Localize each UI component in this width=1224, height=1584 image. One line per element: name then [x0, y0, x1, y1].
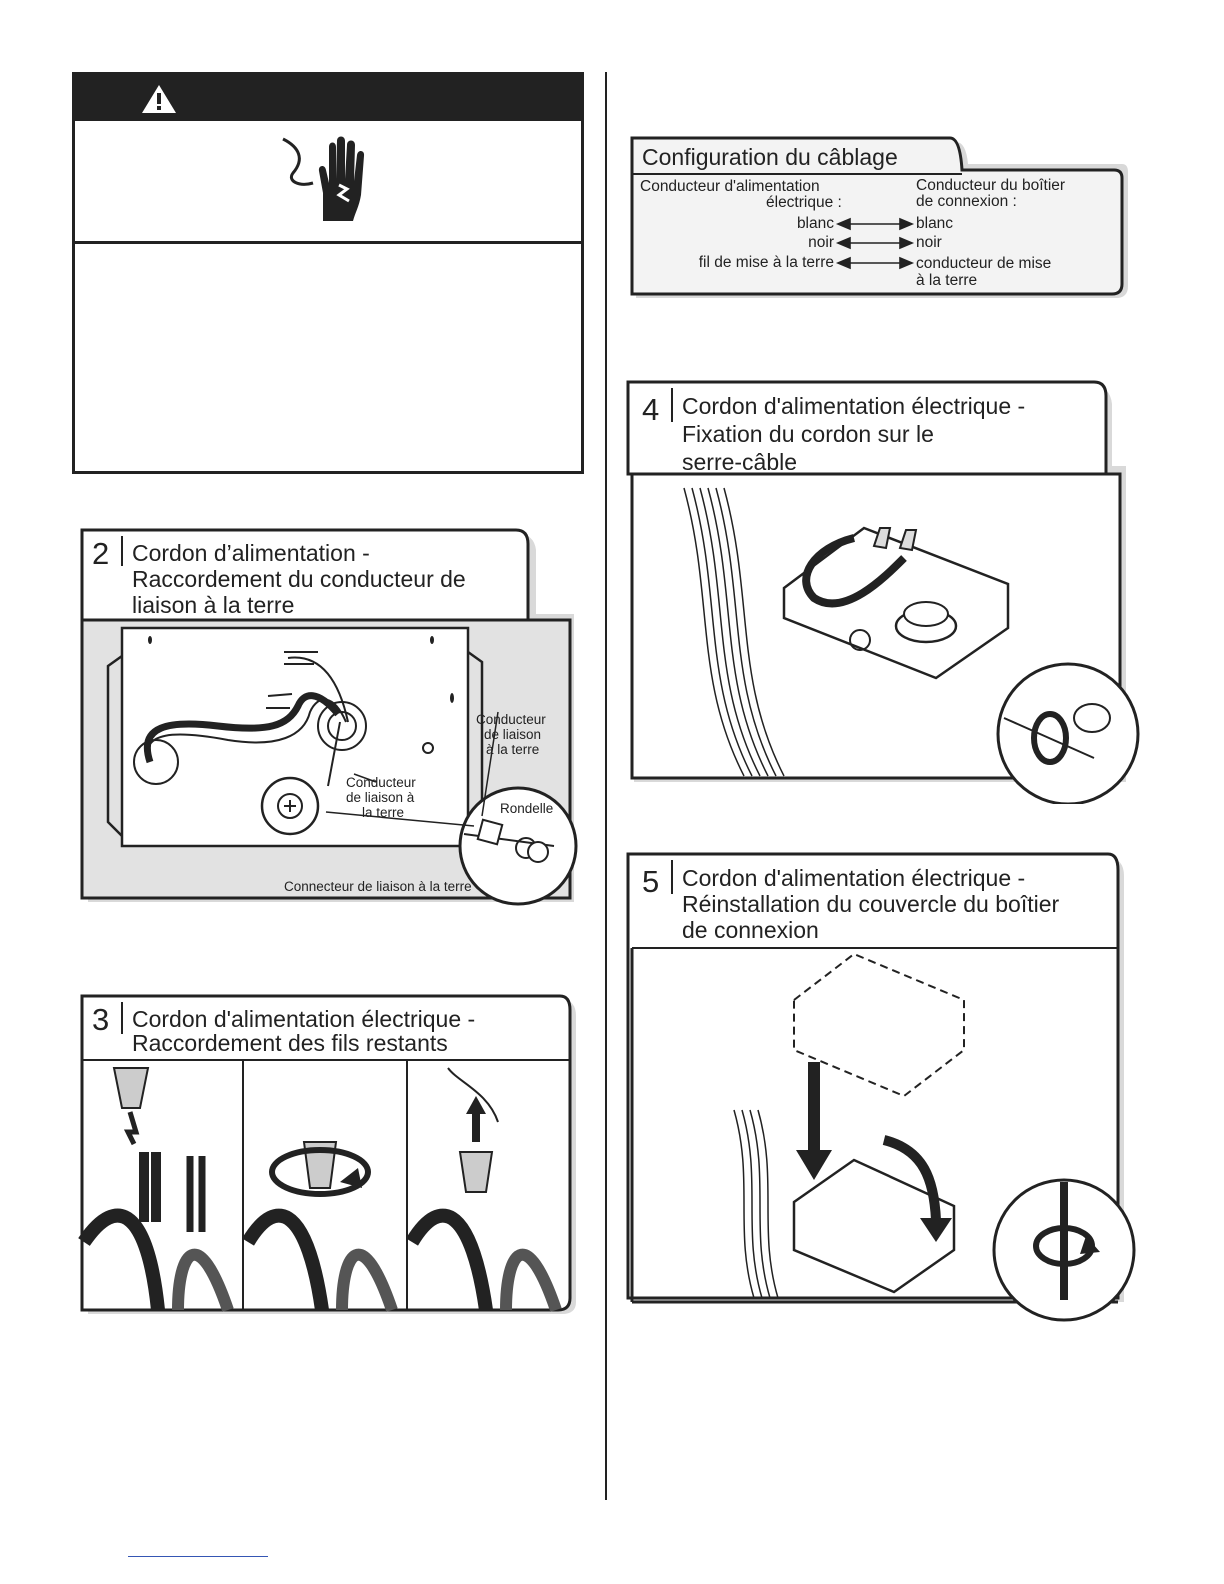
wiring-config-title: Configuration du câblage [642, 144, 898, 170]
label-bonding-conductor-mid-2: de liaison à [346, 790, 415, 805]
right-header-line1: Conducteur du boîtier [916, 177, 1066, 194]
label-washer: Rondelle [500, 801, 554, 816]
warning-box [72, 72, 584, 474]
step-2-title-line2: Raccordement du conducteur de [132, 566, 466, 592]
label-bonding-connector: Connecteur de liaison à la terre [284, 879, 472, 894]
label-bonding-conductor-right-2: de liaison [484, 727, 542, 742]
step-5-number: 5 [642, 864, 660, 899]
step-4-title-line3: serre-câble [682, 449, 798, 475]
label-bonding-conductor-right-1: Conducteur [476, 712, 546, 727]
row3-left: fil de mise à la terre [698, 254, 834, 271]
step-2-title-line1: Cordon d’alimentation - [132, 540, 370, 566]
wiring-configuration-panel [628, 134, 1128, 300]
step-3-number: 3 [92, 1002, 110, 1037]
row1-right: blanc [916, 215, 954, 232]
warning-triangle-icon [141, 84, 177, 114]
step-3-title-line1: Cordon d'alimentation électrique - [132, 1006, 476, 1032]
warning-header-bar [75, 75, 581, 121]
step-3-title-line2: Raccordement des fils restants [132, 1030, 448, 1056]
row2-right: noir [916, 234, 942, 251]
step-4-panel [624, 378, 1144, 804]
column-divider [605, 72, 607, 1500]
electric-shock-hand-icon [279, 133, 375, 225]
left-header-line2: électrique : [766, 194, 842, 211]
step-4-number: 4 [642, 392, 660, 427]
step-2-number: 2 [92, 536, 110, 571]
step-3-panel [78, 992, 578, 1316]
row2-left: noir [808, 234, 834, 251]
right-header-line2: de connexion : [916, 193, 1017, 210]
step-5-panel [624, 850, 1144, 1324]
label-bonding-conductor-mid-1: Conducteur [346, 775, 416, 790]
row1-left: blanc [796, 215, 834, 232]
row3-right-line2: à la terre [916, 272, 978, 289]
row3-right: conducteur de mise [916, 255, 1052, 272]
step-4-title-line1: Cordon d'alimentation électrique - [682, 393, 1026, 419]
step-5-title-line2: Réinstallation du couvercle du boîtier [682, 891, 1060, 917]
step-2-panel [78, 526, 578, 918]
shock-hazard-zone [75, 121, 581, 244]
footer-link-underline [128, 1556, 268, 1557]
label-bonding-conductor-right-3: à la terre [486, 742, 540, 757]
left-header-line1: Conducteur d'alimentation [640, 178, 820, 195]
step-2-title-line3: liaison à la terre [132, 592, 295, 618]
step-5-title-line3: de connexion [682, 917, 819, 943]
step-4-title-line2: Fixation du cordon sur le [682, 421, 934, 447]
label-bonding-conductor-mid-3: la terre [362, 805, 405, 820]
step-5-title-line1: Cordon d'alimentation électrique - [682, 865, 1026, 891]
